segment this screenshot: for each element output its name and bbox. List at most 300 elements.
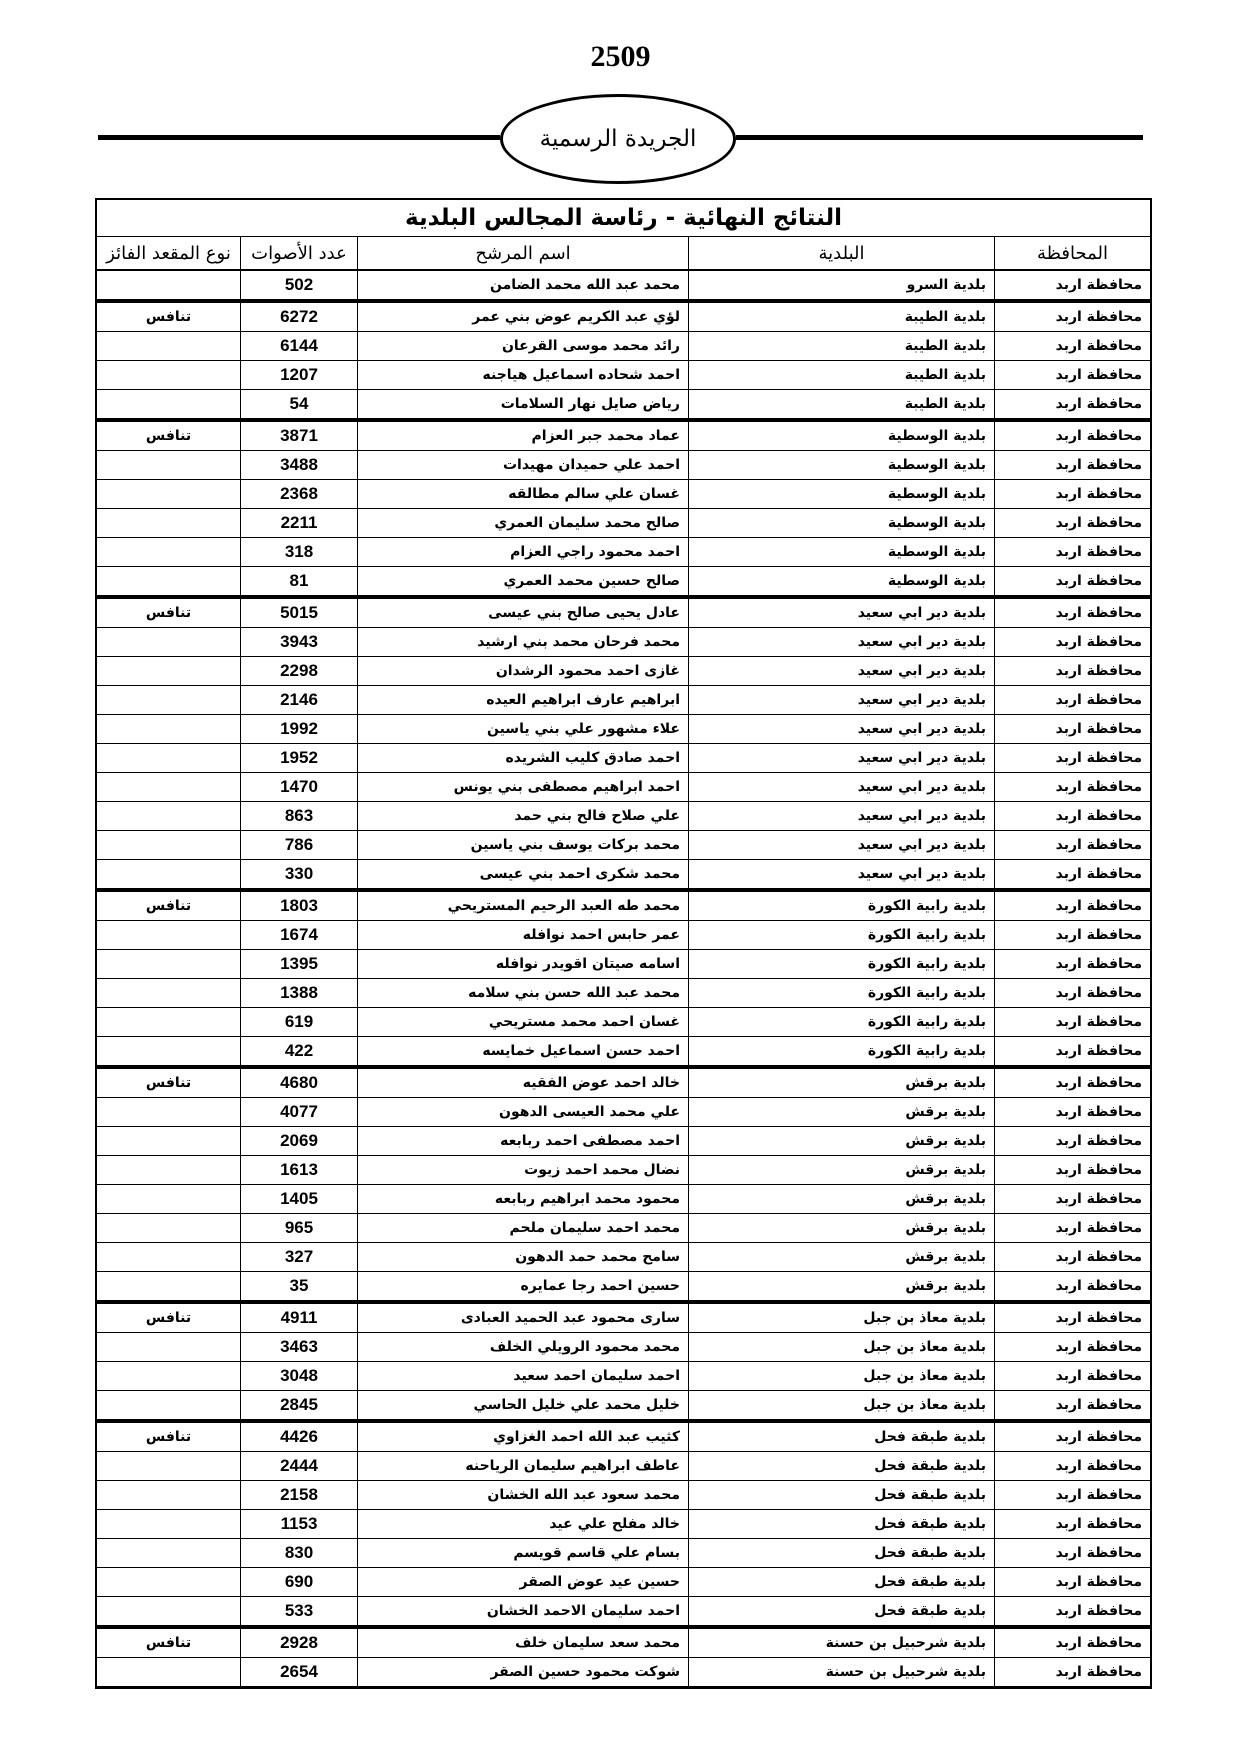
cell-municipality: بلدية معاذ بن جبل — [689, 1304, 995, 1332]
table-row — [97, 390, 1150, 419]
cell-seat-type — [97, 831, 241, 859]
cell-seat-type — [97, 860, 241, 888]
cell-seat-type — [97, 332, 241, 360]
cell-governorate: محافظة اربد — [1055, 1429, 1142, 1445]
cell-candidate: عادل يحيى صالح بني عيسى — [358, 599, 689, 627]
cell-governorate: محافظة اربد — [1055, 1249, 1142, 1265]
cell-municipality: بلدية برقش — [689, 1243, 995, 1271]
cell-seat-type — [97, 1597, 241, 1625]
cell-municipality: بلدية برقش — [689, 1127, 995, 1155]
cell-votes: 5015 — [241, 599, 358, 627]
table-row — [97, 509, 1150, 538]
cell-municipality: بلدية الطيبة — [689, 332, 995, 360]
table-row — [97, 451, 1150, 480]
cell-seat-type — [97, 950, 241, 978]
column-header-seat-type: نوع المقعد الفائز — [97, 237, 241, 269]
cell-seat-type — [97, 361, 241, 389]
cell-municipality: بلدية دير ابي سعيد — [689, 715, 995, 743]
cell-seat-type — [97, 271, 241, 299]
cell-governorate: محافظة اربد — [1055, 1133, 1142, 1149]
table-row — [97, 538, 1150, 567]
cell-candidate: محمد سعد سليمان خلف — [358, 1629, 689, 1657]
cell-votes: 3943 — [241, 628, 358, 656]
cell-votes: 502 — [241, 271, 358, 299]
cell-seat-type — [97, 979, 241, 1007]
table-title: النتائج النهائية - رئاسة المجالس البلدية — [97, 200, 1150, 237]
table-row — [97, 300, 1150, 332]
cell-candidate: احمد شحاده اسماعيل هياجنه — [358, 361, 689, 389]
cell-municipality: بلدية دير ابي سعيد — [689, 773, 995, 801]
cell-candidate: ابراهيم عارف ابراهيم العيده — [358, 686, 689, 714]
cell-candidate: علي صلاح فالح بني حمد — [358, 802, 689, 830]
table-row — [97, 1301, 1150, 1333]
cell-municipality: بلدية دير ابي سعيد — [689, 802, 995, 830]
column-header-candidate: اسم المرشح — [358, 237, 689, 269]
cell-seat-type — [97, 480, 241, 508]
cell-seat-type — [97, 744, 241, 772]
cell-votes: 318 — [241, 538, 358, 566]
cell-municipality: بلدية برقش — [689, 1069, 995, 1097]
table-row — [97, 1272, 1150, 1301]
cell-seat-type — [97, 657, 241, 685]
table-row — [97, 419, 1150, 451]
table-row — [97, 1243, 1150, 1272]
cell-seat-type — [97, 567, 241, 595]
table-row — [97, 1658, 1150, 1687]
cell-municipality: بلدية رابية الكورة — [689, 1008, 995, 1036]
cell-governorate: محافظة اربد — [1055, 1487, 1142, 1503]
cell-votes: 690 — [241, 1568, 358, 1596]
cell-municipality: بلدية الوسطية — [689, 509, 995, 537]
cell-seat-type — [97, 538, 241, 566]
cell-votes: 2069 — [241, 1127, 358, 1155]
cell-municipality: بلدية رابية الكورة — [689, 1037, 995, 1065]
cell-seat-type — [97, 1539, 241, 1567]
cell-municipality: بلدية دير ابي سعيد — [689, 686, 995, 714]
cell-seat-type — [97, 1037, 241, 1065]
cell-municipality: بلدية الوسطية — [689, 451, 995, 479]
cell-candidate: سارى محمود عبد الحميد العبادى — [358, 1304, 689, 1332]
cell-votes: 4077 — [241, 1098, 358, 1126]
cell-municipality: بلدية رابية الكورة — [689, 979, 995, 1007]
cell-votes: 965 — [241, 1214, 358, 1242]
table-body — [97, 271, 1150, 1687]
cell-votes: 81 — [241, 567, 358, 595]
cell-governorate: محافظة اربد — [1055, 457, 1142, 473]
cell-municipality: بلدية الوسطية — [689, 538, 995, 566]
cell-candidate: علاء مشهور علي بني ياسين — [358, 715, 689, 743]
cell-seat-type — [97, 1452, 241, 1480]
cell-governorate: محافظة اربد — [1055, 692, 1142, 708]
cell-governorate: محافظة اربد — [1055, 1220, 1142, 1236]
cell-governorate: محافظة اربد — [1055, 956, 1142, 972]
cell-candidate: عمر حابس احمد نوافله — [358, 921, 689, 949]
cell-candidate: خليل محمد علي خليل الحاسي — [358, 1391, 689, 1419]
table-row — [97, 271, 1150, 300]
cell-candidate: صالح حسين محمد العمري — [358, 567, 689, 595]
header-rule-right — [736, 135, 1143, 140]
cell-candidate: غسان احمد محمد مستريحي — [358, 1008, 689, 1036]
cell-seat-type: تنافس — [97, 892, 241, 920]
cell-candidate: حسين احمد رجا عمايره — [358, 1272, 689, 1300]
table-row — [97, 361, 1150, 390]
cell-municipality: بلدية الوسطية — [689, 480, 995, 508]
cell-candidate: محمد محمود الرويلي الخلف — [358, 1333, 689, 1361]
cell-municipality: بلدية معاذ بن جبل — [689, 1362, 995, 1390]
cell-governorate: محافظة اربد — [1055, 1603, 1142, 1619]
cell-governorate: محافظة اربد — [1055, 338, 1142, 354]
cell-votes: 2146 — [241, 686, 358, 714]
table-row — [97, 1568, 1150, 1597]
table-row — [97, 744, 1150, 773]
table-row — [97, 1037, 1150, 1066]
cell-governorate: محافظة اربد — [1055, 486, 1142, 502]
cell-candidate: احمد مصطفى احمد ربابعه — [358, 1127, 689, 1155]
cell-candidate: احمد حسن اسماعيل خمايسه — [358, 1037, 689, 1065]
cell-votes: 2928 — [241, 1629, 358, 1657]
cell-votes: 1992 — [241, 715, 358, 743]
cell-seat-type — [97, 1127, 241, 1155]
cell-votes: 1470 — [241, 773, 358, 801]
cell-governorate: محافظة اربد — [1055, 396, 1142, 412]
cell-candidate: نضال محمد احمد زيوت — [358, 1156, 689, 1184]
cell-governorate: محافظة اربد — [1055, 1339, 1142, 1355]
cell-votes: 4426 — [241, 1423, 358, 1451]
cell-votes: 830 — [241, 1539, 358, 1567]
cell-seat-type: تنافس — [97, 1304, 241, 1332]
cell-governorate: محافظة اربد — [1055, 1458, 1142, 1474]
cell-seat-type — [97, 1214, 241, 1242]
cell-seat-type — [97, 451, 241, 479]
table-row — [97, 1420, 1150, 1452]
cell-votes: 6144 — [241, 332, 358, 360]
cell-seat-type — [97, 686, 241, 714]
cell-votes: 1613 — [241, 1156, 358, 1184]
cell-municipality: بلدية طبقة فحل — [689, 1539, 995, 1567]
table-row — [97, 1539, 1150, 1568]
cell-municipality: بلدية معاذ بن جبل — [689, 1333, 995, 1361]
cell-seat-type — [97, 1391, 241, 1419]
cell-governorate: محافظة اربد — [1055, 515, 1142, 531]
table-row — [97, 921, 1150, 950]
cell-municipality: بلدية دير ابي سعيد — [689, 599, 995, 627]
cell-governorate: محافظة اربد — [1055, 367, 1142, 383]
cell-governorate: محافظة اربد — [1055, 808, 1142, 824]
cell-candidate: رائد محمد موسى القرعان — [358, 332, 689, 360]
cell-governorate: محافظة اربد — [1055, 985, 1142, 1001]
table-row — [97, 1185, 1150, 1214]
table-row — [97, 1008, 1150, 1037]
cell-votes: 2845 — [241, 1391, 358, 1419]
gazette-title: الجريدة الرسمية — [539, 126, 697, 152]
cell-municipality: بلدية طبقة فحل — [689, 1452, 995, 1480]
cell-governorate: محافظة اربد — [1055, 277, 1142, 293]
cell-votes: 327 — [241, 1243, 358, 1271]
cell-seat-type — [97, 1510, 241, 1538]
cell-candidate: كثيب عبد الله احمد الغزاوي — [358, 1423, 689, 1451]
cell-candidate: لؤي عبد الكريم عوض بني عمر — [358, 303, 689, 331]
cell-candidate: احمد ابراهيم مصطفى بني يونس — [358, 773, 689, 801]
cell-municipality: بلدية طبقة فحل — [689, 1481, 995, 1509]
cell-seat-type — [97, 1568, 241, 1596]
cell-municipality: بلدية برقش — [689, 1185, 995, 1213]
table-row — [97, 802, 1150, 831]
cell-municipality: بلدية رابية الكورة — [689, 950, 995, 978]
cell-municipality: بلدية برقش — [689, 1214, 995, 1242]
table-row — [97, 1626, 1150, 1658]
table-row — [97, 1452, 1150, 1481]
cell-seat-type: تنافس — [97, 422, 241, 450]
cell-seat-type — [97, 509, 241, 537]
cell-municipality: بلدية طبقة فحل — [689, 1423, 995, 1451]
cell-governorate: محافظة اربد — [1055, 866, 1142, 882]
table-row — [97, 831, 1150, 860]
cell-seat-type — [97, 1362, 241, 1390]
cell-municipality: بلدية طبقة فحل — [689, 1568, 995, 1596]
cell-governorate: محافظة اربد — [1055, 544, 1142, 560]
cell-seat-type — [97, 1272, 241, 1300]
cell-governorate: محافظة اربد — [1055, 1664, 1142, 1680]
cell-votes: 2298 — [241, 657, 358, 685]
cell-governorate: محافظة اربد — [1055, 927, 1142, 943]
cell-candidate: محمد بركات يوسف بني ياسين — [358, 831, 689, 859]
header-rule-left — [98, 135, 500, 140]
cell-votes: 1803 — [241, 892, 358, 920]
cell-seat-type — [97, 715, 241, 743]
cell-votes: 3488 — [241, 451, 358, 479]
cell-governorate: محافظة اربد — [1055, 1574, 1142, 1590]
table-row — [97, 1597, 1150, 1626]
cell-candidate: رياض صايل نهار السلامات — [358, 390, 689, 418]
cell-seat-type: تنافس — [97, 599, 241, 627]
cell-votes: 1405 — [241, 1185, 358, 1213]
cell-candidate: صالح محمد سليمان العمري — [358, 509, 689, 537]
table-row — [97, 628, 1150, 657]
cell-seat-type — [97, 1658, 241, 1686]
cell-votes: 6272 — [241, 303, 358, 331]
table-row — [97, 1156, 1150, 1185]
column-header-municipality: البلدية — [689, 237, 995, 269]
cell-municipality: بلدية دير ابي سعيد — [689, 831, 995, 859]
cell-candidate: محمد فرحان محمد بني ارشيد — [358, 628, 689, 656]
cell-governorate: محافظة اربد — [1055, 573, 1142, 589]
cell-votes: 3871 — [241, 422, 358, 450]
results-table — [95, 198, 1152, 1689]
cell-governorate: محافظة اربد — [1055, 428, 1142, 444]
cell-candidate: عماد محمد جبر العزام — [358, 422, 689, 450]
column-header-governorate: المحافظة — [1037, 242, 1109, 264]
cell-municipality: بلدية الطيبة — [689, 361, 995, 389]
cell-candidate: علي محمد العيسى الدهون — [358, 1098, 689, 1126]
cell-votes: 1952 — [241, 744, 358, 772]
cell-votes: 4680 — [241, 1069, 358, 1097]
cell-governorate: محافظة اربد — [1055, 1075, 1142, 1091]
cell-candidate: محمد شكرى احمد بني عيسى — [358, 860, 689, 888]
cell-municipality: بلدية رابية الكورة — [689, 921, 995, 949]
cell-governorate: محافظة اربد — [1055, 605, 1142, 621]
cell-votes: 422 — [241, 1037, 358, 1065]
cell-governorate: محافظة اربد — [1055, 1635, 1142, 1651]
cell-candidate: محمد طه العبد الرحيم المستريحي — [358, 892, 689, 920]
cell-seat-type: تنافس — [97, 1629, 241, 1657]
cell-governorate: محافظة اربد — [1055, 1516, 1142, 1532]
cell-municipality: بلدية معاذ بن جبل — [689, 1391, 995, 1419]
cell-municipality: بلدية الطيبة — [689, 390, 995, 418]
cell-votes: 2654 — [241, 1658, 358, 1686]
cell-candidate: غازى احمد محمود الرشدان — [358, 657, 689, 685]
cell-governorate: محافظة اربد — [1055, 1162, 1142, 1178]
cell-governorate: محافظة اربد — [1055, 1104, 1142, 1120]
cell-candidate: غسان علي سالم مطالقه — [358, 480, 689, 508]
cell-seat-type: تنافس — [97, 1069, 241, 1097]
table-row — [97, 567, 1150, 596]
cell-municipality: بلدية دير ابي سعيد — [689, 860, 995, 888]
table-row — [97, 715, 1150, 744]
cell-governorate: محافظة اربد — [1055, 721, 1142, 737]
cell-votes: 1674 — [241, 921, 358, 949]
cell-seat-type — [97, 1098, 241, 1126]
cell-governorate: محافظة اربد — [1055, 837, 1142, 853]
cell-governorate: محافظة اربد — [1055, 1545, 1142, 1561]
cell-seat-type — [97, 1008, 241, 1036]
table-row — [97, 860, 1150, 889]
cell-governorate: محافظة اربد — [1055, 1014, 1142, 1030]
cell-governorate: محافظة اربد — [1055, 1310, 1142, 1326]
table-row — [97, 773, 1150, 802]
cell-candidate: حسين عيد عوض الصقر — [358, 1568, 689, 1596]
cell-votes: 1207 — [241, 361, 358, 389]
cell-seat-type — [97, 773, 241, 801]
cell-municipality: بلدية رابية الكورة — [689, 892, 995, 920]
table-row — [97, 1391, 1150, 1420]
cell-votes: 2211 — [241, 509, 358, 537]
cell-municipality: بلدية دير ابي سعيد — [689, 628, 995, 656]
cell-seat-type — [97, 1243, 241, 1271]
cell-seat-type — [97, 921, 241, 949]
cell-candidate: اسامه صيتان اقويدر نوافله — [358, 950, 689, 978]
gazette-title-oval — [500, 94, 736, 184]
cell-candidate: خالد احمد عوض الفقيه — [358, 1069, 689, 1097]
cell-seat-type — [97, 1481, 241, 1509]
cell-governorate: محافظة اربد — [1055, 663, 1142, 679]
cell-candidate: محمد احمد سليمان ملحم — [358, 1214, 689, 1242]
cell-votes: 35 — [241, 1272, 358, 1300]
table-row — [97, 1066, 1150, 1098]
cell-governorate: محافظة اربد — [1055, 1191, 1142, 1207]
cell-municipality: بلدية الوسطية — [689, 567, 995, 595]
cell-candidate: محمد عبد الله محمد الضامن — [358, 271, 689, 299]
cell-votes: 619 — [241, 1008, 358, 1036]
cell-municipality: بلدية دير ابي سعيد — [689, 657, 995, 685]
cell-municipality: بلدية شرحبيل بن حسنة — [689, 1629, 995, 1657]
table-row — [97, 1127, 1150, 1156]
cell-candidate: احمد سليمان الاحمد الخشان — [358, 1597, 689, 1625]
table-row — [97, 480, 1150, 509]
table-row — [97, 686, 1150, 715]
cell-municipality: بلدية الطيبة — [689, 303, 995, 331]
cell-municipality: بلدية شرحبيل بن حسنة — [689, 1658, 995, 1686]
cell-governorate: محافظة اربد — [1055, 1043, 1142, 1059]
cell-governorate: محافظة اربد — [1055, 898, 1142, 914]
cell-municipality: بلدية الوسطية — [689, 422, 995, 450]
cell-candidate: محمود محمد ابراهيم ربابعه — [358, 1185, 689, 1213]
table-row — [97, 979, 1150, 1008]
table-row — [97, 889, 1150, 921]
table-row — [97, 1333, 1150, 1362]
cell-seat-type: تنافس — [97, 303, 241, 331]
cell-votes: 1388 — [241, 979, 358, 1007]
cell-municipality: بلدية طبقة فحل — [689, 1510, 995, 1538]
table-row — [97, 596, 1150, 628]
cell-votes: 2158 — [241, 1481, 358, 1509]
page-number: 2509 — [590, 40, 651, 73]
cell-seat-type: تنافس — [97, 1423, 241, 1451]
cell-votes: 1395 — [241, 950, 358, 978]
cell-municipality: بلدية طبقة فحل — [689, 1597, 995, 1625]
cell-municipality: بلدية السرو — [689, 271, 995, 299]
cell-municipality: بلدية برقش — [689, 1272, 995, 1300]
table-row — [97, 657, 1150, 686]
cell-governorate: محافظة اربد — [1055, 1397, 1142, 1413]
cell-candidate: سامح محمد حمد الدهون — [358, 1243, 689, 1271]
cell-candidate: احمد سليمان احمد سعيد — [358, 1362, 689, 1390]
cell-votes: 330 — [241, 860, 358, 888]
cell-candidate: محمد عبد الله حسن بني سلامه — [358, 979, 689, 1007]
cell-seat-type — [97, 1156, 241, 1184]
cell-seat-type — [97, 390, 241, 418]
cell-votes: 533 — [241, 1597, 358, 1625]
cell-municipality: بلدية دير ابي سعيد — [689, 744, 995, 772]
table-row — [97, 950, 1150, 979]
cell-votes: 3463 — [241, 1333, 358, 1361]
cell-governorate: محافظة اربد — [1055, 779, 1142, 795]
cell-seat-type — [97, 1333, 241, 1361]
table-row — [97, 1481, 1150, 1510]
cell-candidate: بسام علي قاسم قويسم — [358, 1539, 689, 1567]
cell-votes: 3048 — [241, 1362, 358, 1390]
cell-candidate: احمد صادق كليب الشريده — [358, 744, 689, 772]
cell-municipality: بلدية برقش — [689, 1098, 995, 1126]
column-header-votes: عدد الأصوات — [241, 237, 358, 269]
cell-seat-type — [97, 628, 241, 656]
table-row — [97, 1362, 1150, 1391]
cell-candidate: شوكت محمود حسين الصقر — [358, 1658, 689, 1686]
cell-governorate: محافظة اربد — [1055, 1368, 1142, 1384]
cell-municipality: بلدية برقش — [689, 1156, 995, 1184]
cell-votes: 863 — [241, 802, 358, 830]
cell-candidate: خالد مفلح علي عيد — [358, 1510, 689, 1538]
cell-seat-type — [97, 802, 241, 830]
cell-candidate: احمد علي حميدان مهيدات — [358, 451, 689, 479]
table-row — [97, 1098, 1150, 1127]
table-row — [97, 1510, 1150, 1539]
cell-votes: 4911 — [241, 1304, 358, 1332]
cell-governorate: محافظة اربد — [1055, 309, 1142, 325]
cell-votes: 1153 — [241, 1510, 358, 1538]
cell-votes: 786 — [241, 831, 358, 859]
cell-governorate: محافظة اربد — [1055, 1278, 1142, 1294]
cell-votes: 54 — [241, 390, 358, 418]
cell-governorate: محافظة اربد — [1055, 750, 1142, 766]
column-header-row — [97, 237, 1150, 271]
cell-candidate: احمد محمود راجي العزام — [358, 538, 689, 566]
cell-votes: 2368 — [241, 480, 358, 508]
cell-votes: 2444 — [241, 1452, 358, 1480]
table-row — [97, 332, 1150, 361]
cell-candidate: محمد سعود عبد الله الخشان — [358, 1481, 689, 1509]
cell-governorate: محافظة اربد — [1055, 634, 1142, 650]
table-row — [97, 1214, 1150, 1243]
